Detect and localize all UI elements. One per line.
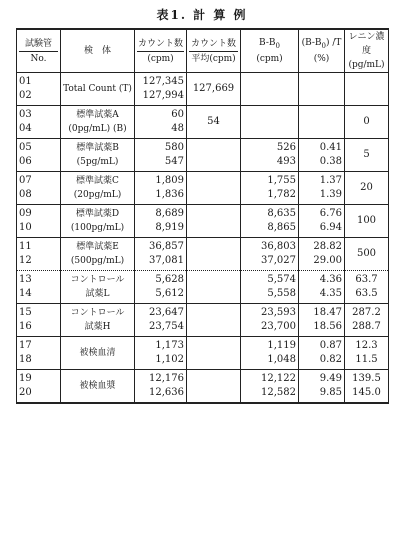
cell-bb-line: 1,119 bbox=[267, 340, 296, 351]
cell-tube-no bbox=[17, 106, 61, 139]
cell-count-line: 127,994 bbox=[142, 90, 184, 101]
cell-bb-line: 12,582 bbox=[261, 387, 296, 398]
cell-item-line: コントロール bbox=[70, 275, 125, 285]
cell-item-line: 標準試薬D bbox=[75, 209, 120, 219]
cell-avg bbox=[187, 304, 241, 337]
cell-avg bbox=[187, 106, 241, 139]
cell-count bbox=[135, 73, 187, 106]
table-title: 表1. 計 算 例 bbox=[156, 8, 248, 22]
cell-count-line: 23,647 bbox=[149, 307, 184, 318]
cell-bb-line: 12,122 bbox=[261, 373, 296, 384]
table-row bbox=[17, 106, 389, 139]
table-row bbox=[17, 238, 389, 271]
cell-count-line: 5,628 bbox=[155, 274, 184, 285]
header-avg-bottom: 平均(cpm) bbox=[189, 51, 238, 66]
cell-count-line: 1,173 bbox=[155, 340, 184, 351]
header-conc-bottom: (pg/mL) bbox=[348, 60, 385, 70]
header-item-label: 検 体 bbox=[83, 46, 111, 56]
cell-bb-line: 1,782 bbox=[267, 189, 296, 200]
cell-tube-no-line: 05 bbox=[19, 142, 32, 153]
table-row bbox=[17, 370, 389, 404]
cell-item bbox=[61, 172, 135, 205]
cell-pct bbox=[299, 106, 345, 139]
cell-conc-value: 0 bbox=[363, 116, 370, 127]
cell-pct-line: 9.49 bbox=[319, 373, 342, 384]
cell-count-line: 580 bbox=[164, 142, 184, 153]
cell-avg bbox=[187, 205, 241, 238]
cell-conc-value: 5 bbox=[363, 149, 370, 160]
cell-tube-no bbox=[17, 370, 61, 404]
header-item bbox=[61, 29, 135, 73]
cell-tube-no-line: 08 bbox=[19, 189, 32, 200]
cell-tube-no-line: 09 bbox=[19, 208, 32, 219]
cell-conc-value: 20 bbox=[360, 182, 373, 193]
cell-count bbox=[135, 238, 187, 271]
cell-tube-no bbox=[17, 139, 61, 172]
cell-count-line: 12,176 bbox=[149, 373, 184, 384]
cell-avg bbox=[187, 337, 241, 370]
cell-tube-no-line: 07 bbox=[19, 175, 32, 186]
cell-item bbox=[61, 304, 135, 337]
cell-tube-no-line: 03 bbox=[19, 109, 32, 120]
header-conc-top: レニン濃度 bbox=[348, 32, 385, 56]
cell-tube-no-line: 13 bbox=[19, 274, 32, 285]
cell-pct bbox=[299, 172, 345, 205]
table-row bbox=[17, 205, 389, 238]
cell-avg-value: 127,669 bbox=[192, 83, 235, 94]
cell-pct-line: 0.82 bbox=[319, 354, 342, 365]
cell-tube-no-line: 10 bbox=[19, 222, 32, 233]
cell-conc bbox=[345, 304, 389, 337]
cell-pct-line: 0.38 bbox=[319, 156, 342, 167]
cell-tube-no-line: 16 bbox=[19, 321, 32, 332]
cell-tube-no-line: 11 bbox=[19, 241, 32, 252]
cell-count-line: 37,081 bbox=[149, 255, 184, 266]
cell-bb bbox=[241, 205, 299, 238]
cell-bb-line: 8,635 bbox=[267, 208, 296, 219]
cell-bb-line: 23,593 bbox=[261, 307, 296, 318]
cell-count bbox=[135, 304, 187, 337]
cell-item-line: 試薬H bbox=[84, 322, 111, 332]
cell-pct bbox=[299, 73, 345, 106]
cell-item-line: コントロール bbox=[70, 308, 125, 318]
cell-conc-line: 11.5 bbox=[355, 354, 378, 365]
header-bb-bottom: (cpm) bbox=[256, 54, 283, 65]
table-row bbox=[17, 139, 389, 172]
header-count bbox=[135, 29, 187, 73]
table-row bbox=[17, 271, 389, 304]
cell-count-line: 547 bbox=[164, 156, 184, 167]
cell-tube-no-line: 04 bbox=[19, 123, 32, 134]
cell-tube-no bbox=[17, 73, 61, 106]
table-row bbox=[17, 172, 389, 205]
cell-bb bbox=[241, 271, 299, 304]
header-tube bbox=[17, 29, 61, 73]
cell-conc-value: 500 bbox=[356, 248, 377, 259]
cell-pct bbox=[299, 238, 345, 271]
cell-bb-line: 5,558 bbox=[267, 288, 296, 299]
cell-item bbox=[61, 238, 135, 271]
header-pct-bottom: (%) bbox=[313, 54, 330, 65]
cell-bb-line: 36,803 bbox=[261, 241, 296, 252]
cell-tube-no-line: 02 bbox=[19, 90, 32, 101]
header-avg bbox=[187, 29, 241, 73]
cell-pct-line: 9.85 bbox=[319, 387, 342, 398]
cell-avg bbox=[187, 139, 241, 172]
cell-item-line: (20pg/mL) bbox=[73, 190, 122, 200]
cell-bb bbox=[241, 370, 299, 404]
cell-count-line: 36,857 bbox=[149, 241, 184, 252]
cell-bb-line: 1,755 bbox=[267, 175, 296, 186]
cell-tube-no-line: 12 bbox=[19, 255, 32, 266]
cell-conc-line: 139.5 bbox=[352, 373, 381, 384]
cell-pct-line: 6.94 bbox=[319, 222, 342, 233]
cell-conc-value: 100 bbox=[356, 215, 377, 226]
cell-tube-no-line: 15 bbox=[19, 307, 32, 318]
cell-tube-no bbox=[17, 238, 61, 271]
cell-count bbox=[135, 172, 187, 205]
cell-pct-line: 1.37 bbox=[319, 175, 342, 186]
header-bb bbox=[241, 29, 299, 73]
table-row bbox=[17, 304, 389, 337]
table-row bbox=[17, 337, 389, 370]
header-pct bbox=[299, 29, 345, 73]
cell-bb bbox=[241, 106, 299, 139]
cell-conc-line: 63.7 bbox=[355, 274, 378, 285]
cell-pct-line: 1.39 bbox=[319, 189, 342, 200]
cell-avg bbox=[187, 73, 241, 106]
cell-tube-no bbox=[17, 271, 61, 304]
cell-item-line: 試薬L bbox=[85, 289, 110, 299]
cell-bb-line: 493 bbox=[276, 156, 296, 167]
header-bb-top: $B-B_0$ bbox=[259, 37, 280, 50]
cell-bb bbox=[241, 304, 299, 337]
cell-avg bbox=[187, 238, 241, 271]
cell-conc-line: 63.5 bbox=[355, 288, 378, 299]
calculation-table bbox=[16, 28, 389, 404]
cell-pct bbox=[299, 370, 345, 404]
cell-count-line: 5,612 bbox=[155, 288, 184, 299]
cell-bb-line: 1,048 bbox=[267, 354, 296, 365]
cell-count bbox=[135, 139, 187, 172]
cell-count-line: 1,836 bbox=[155, 189, 184, 200]
cell-item bbox=[61, 205, 135, 238]
cell-bb-line: 37,027 bbox=[261, 255, 296, 266]
cell-conc bbox=[345, 106, 389, 139]
cell-conc bbox=[345, 238, 389, 271]
cell-bb bbox=[241, 139, 299, 172]
cell-item-line: 標準試薬B bbox=[76, 143, 119, 153]
cell-count-line: 8,689 bbox=[155, 208, 184, 219]
cell-item bbox=[61, 337, 135, 370]
cell-item-line: (500pg/mL) bbox=[70, 256, 125, 266]
cell-pct bbox=[299, 139, 345, 172]
cell-item-line: 標準試薬E bbox=[76, 242, 119, 252]
cell-avg bbox=[187, 370, 241, 404]
cell-pct bbox=[299, 271, 345, 304]
header-row bbox=[17, 29, 389, 73]
cell-count bbox=[135, 205, 187, 238]
cell-conc bbox=[345, 73, 389, 106]
cell-tube-no-line: 17 bbox=[19, 340, 32, 351]
table-row bbox=[17, 73, 389, 106]
header-conc bbox=[345, 29, 389, 73]
cell-pct-line: 29.00 bbox=[313, 255, 342, 266]
cell-pct-line: 0.87 bbox=[319, 340, 342, 351]
cell-pct-line: 18.47 bbox=[313, 307, 342, 318]
header-tube-bottom: No. bbox=[19, 51, 58, 66]
cell-tube-no-line: 19 bbox=[19, 373, 32, 384]
cell-tube-no bbox=[17, 205, 61, 238]
cell-avg-value: 54 bbox=[207, 116, 220, 127]
cell-conc-line: 287.2 bbox=[352, 307, 381, 318]
cell-item bbox=[61, 271, 135, 304]
cell-item-line: (100pg/mL) bbox=[70, 223, 125, 233]
cell-count-line: 60 bbox=[171, 109, 184, 120]
cell-bb-line: 526 bbox=[276, 142, 296, 153]
cell-count-line: 1,102 bbox=[155, 354, 184, 365]
cell-item-line: 被検血清 bbox=[79, 348, 116, 358]
cell-avg bbox=[187, 172, 241, 205]
cell-tube-no-line: 20 bbox=[19, 387, 32, 398]
cell-conc bbox=[345, 172, 389, 205]
header-count-top: カウント数 bbox=[137, 38, 183, 49]
cell-count-line: 8,919 bbox=[155, 222, 184, 233]
cell-conc bbox=[345, 271, 389, 304]
cell-tube-no-line: 01 bbox=[19, 76, 32, 87]
cell-item bbox=[61, 370, 135, 404]
cell-pct bbox=[299, 337, 345, 370]
cell-bb bbox=[241, 238, 299, 271]
header-pct-top: $(B-B_0)$ /T bbox=[301, 37, 342, 50]
header-count-bottom: (cpm) bbox=[137, 51, 184, 66]
cell-tube-no-line: 14 bbox=[19, 288, 32, 299]
cell-bb-line: 8,865 bbox=[267, 222, 296, 233]
cell-item-line: (0pg/mL) (B) bbox=[68, 124, 127, 134]
cell-item-line: 標準試薬C bbox=[76, 176, 119, 186]
cell-item-line: 被検血漿 bbox=[79, 381, 116, 391]
cell-count-line: 127,345 bbox=[142, 76, 184, 87]
cell-count-line: 23,754 bbox=[149, 321, 184, 332]
cell-count-line: 1,809 bbox=[155, 175, 184, 186]
cell-tube-no-line: 06 bbox=[19, 156, 32, 167]
cell-conc bbox=[345, 337, 389, 370]
cell-tube-no bbox=[17, 304, 61, 337]
cell-conc-line: 145.0 bbox=[352, 387, 381, 398]
cell-count bbox=[135, 106, 187, 139]
cell-tube-no-line: 18 bbox=[19, 354, 32, 365]
cell-pct-line: 18.56 bbox=[313, 321, 342, 332]
header-avg-top: カウント数 bbox=[190, 38, 236, 49]
cell-bb-line: 23,700 bbox=[261, 321, 296, 332]
cell-conc-line: 12.3 bbox=[355, 340, 378, 351]
cell-tube-no bbox=[17, 337, 61, 370]
cell-avg bbox=[187, 271, 241, 304]
cell-conc bbox=[345, 205, 389, 238]
cell-item bbox=[61, 139, 135, 172]
cell-bb bbox=[241, 337, 299, 370]
cell-pct bbox=[299, 304, 345, 337]
cell-count-line: 48 bbox=[171, 123, 184, 134]
cell-bb bbox=[241, 73, 299, 106]
cell-pct bbox=[299, 205, 345, 238]
cell-pct-line: 6.76 bbox=[319, 208, 342, 219]
cell-pct-line: 0.41 bbox=[319, 142, 342, 153]
cell-count bbox=[135, 271, 187, 304]
cell-pct-line: 4.35 bbox=[319, 288, 342, 299]
header-tube-top: 試験管 bbox=[24, 38, 52, 49]
cell-item-line: 標準試薬A bbox=[76, 110, 119, 120]
cell-conc-line: 288.7 bbox=[352, 321, 381, 332]
cell-bb bbox=[241, 172, 299, 205]
cell-conc bbox=[345, 370, 389, 404]
cell-count-line: 12,636 bbox=[149, 387, 184, 398]
cell-tube-no bbox=[17, 172, 61, 205]
cell-count bbox=[135, 370, 187, 404]
cell-bb-line: 5,574 bbox=[267, 274, 296, 285]
cell-item-line: (5pg/mL) bbox=[76, 157, 119, 167]
cell-conc bbox=[345, 139, 389, 172]
cell-item bbox=[61, 106, 135, 139]
cell-pct-line: 4.36 bbox=[319, 274, 342, 285]
cell-pct-line: 28.82 bbox=[313, 241, 342, 252]
cell-count bbox=[135, 337, 187, 370]
cell-item-line: Total Count (T) bbox=[63, 84, 132, 94]
cell-item bbox=[61, 73, 135, 106]
